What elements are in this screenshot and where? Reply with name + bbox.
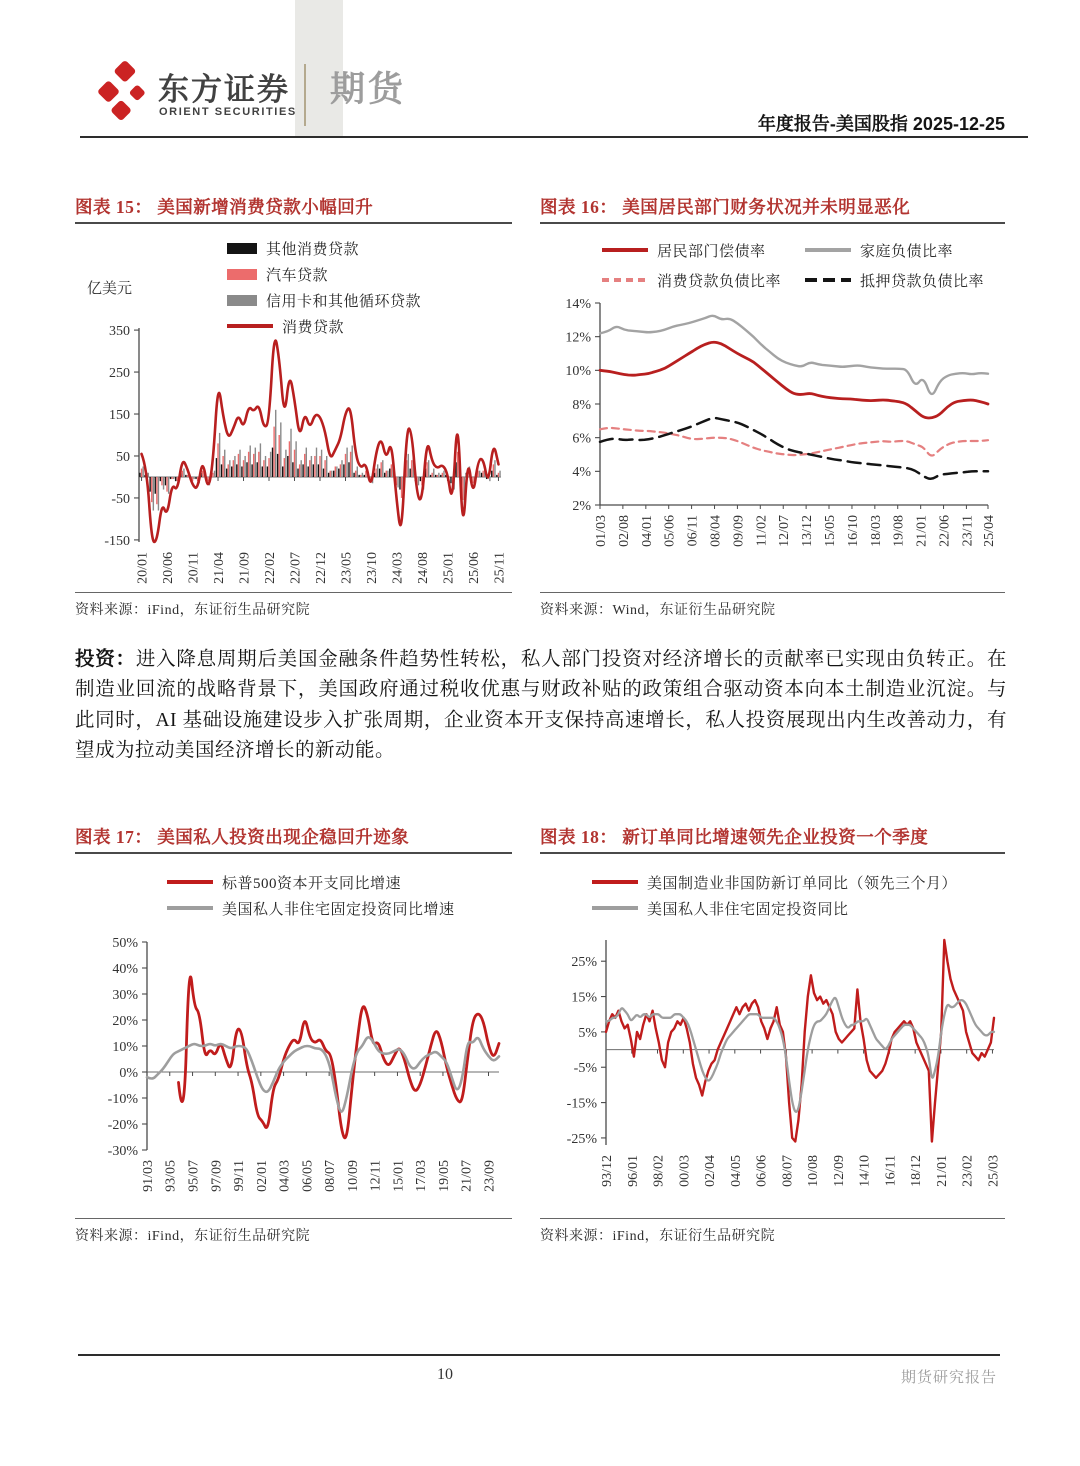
logo-company-name-en: ORIENT SECURITIES (159, 106, 297, 118)
legend-item (592, 872, 957, 893)
figure-18-source: 资料来源：iFind，东证衍生品研究院 (540, 1229, 776, 1244)
figure-16-block (540, 195, 1005, 618)
svg-text:10%: 10% (565, 364, 591, 380)
figure-16-legend (602, 237, 984, 293)
svg-text:15/01: 15/01 (391, 1160, 407, 1192)
legend-line-swatch (167, 906, 213, 910)
legend-line-swatch (592, 906, 638, 910)
svg-text:16/11: 16/11 (883, 1155, 899, 1187)
svg-text:05/06: 05/06 (662, 515, 678, 547)
svg-text:25/03: 25/03 (986, 1155, 1002, 1187)
figure-16-source: 资料来源：Wind，东证衍生品研究院 (540, 603, 776, 618)
svg-text:10/09: 10/09 (345, 1160, 361, 1192)
svg-text:50%: 50% (112, 935, 138, 951)
svg-text:08/04: 08/04 (708, 515, 724, 547)
legend-line-swatch (805, 248, 851, 252)
legend-item (805, 270, 984, 291)
legend-line-swatch (167, 880, 213, 884)
svg-text:18/03: 18/03 (868, 515, 884, 547)
svg-text:10%: 10% (112, 1039, 138, 1055)
legend-label: 美国私人非住宅固定投资同比增速 (222, 901, 455, 918)
figure-18-chart (540, 930, 1005, 1216)
figure-17-source: 资料来源：iFind，东证衍生品研究院 (75, 1229, 311, 1244)
legend-item (227, 238, 421, 259)
svg-text:13/12: 13/12 (800, 515, 816, 547)
legend-label: 居民部门偿债率 (657, 243, 766, 260)
svg-text:24/03: 24/03 (390, 552, 406, 584)
figure-15-chart (75, 313, 512, 605)
figure-17-separator (75, 1218, 512, 1219)
svg-text:20/11: 20/11 (186, 552, 202, 584)
svg-text:6%: 6% (572, 431, 591, 447)
svg-text:18/12: 18/12 (909, 1155, 925, 1187)
figure-15-y-unit: 亿美元 (87, 281, 133, 297)
report-type-label: 年度报告-美国股指 2025-12-25 (757, 114, 1005, 134)
svg-text:12/09: 12/09 (831, 1155, 847, 1187)
page-number: 10 (437, 1366, 453, 1383)
svg-text:8%: 8% (572, 397, 591, 413)
legend-label: 消费贷款 (282, 319, 345, 336)
svg-text:0%: 0% (119, 1065, 138, 1081)
figure-17-title: 图表 17： 美国私人投资出现企稳回升迹象 (75, 827, 410, 847)
legend-line-swatch (805, 278, 851, 282)
svg-text:11/02: 11/02 (754, 515, 770, 547)
figure-17-title-rule (75, 852, 512, 854)
svg-text:-20%: -20% (107, 1117, 138, 1133)
svg-text:12%: 12% (565, 330, 591, 346)
legend-item (805, 240, 984, 261)
svg-text:25/11: 25/11 (492, 552, 508, 584)
svg-text:2%: 2% (572, 498, 591, 514)
figure-16-chart (540, 295, 1005, 595)
legend-line-swatch (602, 248, 648, 252)
svg-text:96/01: 96/01 (625, 1155, 641, 1187)
figure-15-title: 图表 15： 美国新增消费贷款小幅回升 (75, 197, 374, 217)
svg-text:23/11: 23/11 (960, 515, 976, 547)
legend-label: 信用卡和其他循环贷款 (266, 293, 422, 310)
svg-text:25%: 25% (571, 955, 597, 971)
department-label: 期货 (330, 70, 407, 109)
figure-17-block (75, 825, 512, 1250)
svg-text:04/01: 04/01 (639, 515, 655, 547)
svg-text:19/05: 19/05 (436, 1160, 452, 1192)
svg-text:23/09: 23/09 (482, 1160, 498, 1192)
svg-text:06/06: 06/06 (754, 1155, 770, 1187)
svg-text:350: 350 (109, 323, 130, 339)
svg-text:-10%: -10% (107, 1091, 138, 1107)
svg-text:93/12: 93/12 (600, 1155, 615, 1187)
legend-bar-swatch (227, 243, 257, 254)
svg-text:-50: -50 (111, 491, 130, 507)
legend-label: 标普500资本开支同比增速 (222, 875, 402, 892)
legend-item (602, 240, 781, 261)
svg-text:14%: 14% (565, 296, 591, 312)
svg-text:01/03: 01/03 (594, 515, 609, 547)
legend-label: 抵押贷款负债比率 (860, 273, 985, 290)
logo-company-name: 东方证券 (158, 72, 290, 107)
svg-text:20/06: 20/06 (161, 552, 177, 584)
svg-text:25/01: 25/01 (441, 552, 457, 584)
svg-text:95/07: 95/07 (186, 1160, 202, 1192)
header-divider (304, 64, 306, 126)
svg-text:04/03: 04/03 (277, 1160, 293, 1192)
svg-text:-30%: -30% (107, 1143, 138, 1159)
svg-text:16/10: 16/10 (845, 515, 861, 547)
figure-15-source: 资料来源：iFind，东证衍生品研究院 (75, 603, 311, 618)
svg-text:12/11: 12/11 (368, 1160, 384, 1192)
svg-text:19/08: 19/08 (891, 515, 907, 547)
legend-item (167, 898, 455, 919)
legend-item (227, 264, 421, 285)
svg-text:02/04: 02/04 (703, 1155, 719, 1187)
svg-text:22/06: 22/06 (937, 515, 953, 547)
legend-label: 消费贷款负债比率 (657, 273, 782, 290)
svg-text:93/05: 93/05 (163, 1160, 179, 1192)
investment-paragraph (75, 645, 1007, 767)
svg-text:22/07: 22/07 (288, 552, 304, 584)
paragraph-lead: 投资： (75, 649, 136, 670)
svg-text:08/07: 08/07 (780, 1155, 796, 1187)
orient-securities-logo-icon (94, 56, 152, 132)
figure-16-title: 图表 16： 美国居民部门财务状况并未明显恶化 (540, 197, 911, 217)
svg-text:21/09: 21/09 (237, 552, 253, 584)
svg-text:20/01: 20/01 (135, 552, 151, 584)
svg-text:24/08: 24/08 (415, 552, 431, 584)
legend-line-swatch (602, 278, 648, 282)
figure-17-legend (167, 869, 455, 921)
legend-label: 家庭负债比率 (860, 243, 954, 260)
figure-18-block (540, 825, 1005, 1250)
paragraph-body: 进入降息周期后美国金融条件趋势性转松，私人部门投资对经济增长的贡献率已实现由负转正。在制造业回流的战略背景下，美国政府通过税收优惠与财政补贴的政策组合驱动资本向本土制造业沉淀。与此同时，AI 基础设施建设步入扩张周期，企业资本开支保持高速增长，私人投资展现出内生改善动力，有望成为拉动美国经济增长的新动能。 (75, 649, 1007, 762)
svg-text:20%: 20% (112, 1013, 138, 1029)
legend-bar-swatch (227, 295, 257, 306)
legend-item (167, 872, 455, 893)
figure-15-block (75, 195, 512, 618)
legend-line-swatch (592, 880, 638, 884)
svg-text:23/05: 23/05 (339, 552, 355, 584)
figure-15-title-rule (75, 222, 512, 224)
figure-15-separator (75, 592, 512, 593)
svg-text:250: 250 (109, 365, 130, 381)
svg-text:-5%: -5% (573, 1061, 597, 1077)
svg-text:21/04: 21/04 (212, 552, 228, 584)
svg-text:15%: 15% (571, 990, 597, 1006)
svg-text:99/11: 99/11 (232, 1160, 248, 1192)
svg-text:91/03: 91/03 (141, 1160, 156, 1192)
svg-text:04/05: 04/05 (728, 1155, 744, 1187)
svg-text:150: 150 (109, 407, 130, 423)
legend-item (227, 290, 421, 311)
svg-text:06/05: 06/05 (300, 1160, 316, 1192)
svg-text:98/02: 98/02 (651, 1155, 667, 1187)
legend-label: 汽车贷款 (266, 267, 329, 284)
svg-text:-25%: -25% (566, 1131, 597, 1147)
svg-text:17/03: 17/03 (414, 1160, 430, 1192)
svg-text:08/07: 08/07 (323, 1160, 339, 1192)
svg-text:97/09: 97/09 (209, 1160, 225, 1192)
figure-17-chart (75, 930, 512, 1216)
svg-text:50: 50 (116, 449, 130, 465)
svg-text:21/01: 21/01 (914, 515, 930, 547)
legend-item (602, 270, 781, 291)
svg-text:25/04: 25/04 (982, 515, 997, 547)
legend-label: 美国私人非住宅固定投资同比 (647, 901, 849, 918)
svg-text:23/02: 23/02 (960, 1155, 976, 1187)
svg-text:09/09: 09/09 (731, 515, 747, 547)
figure-18-legend (592, 869, 957, 921)
figure-18-title-rule (540, 852, 1005, 854)
legend-label: 美国制造业非国防新订单同比（领先三个月） (647, 875, 958, 892)
svg-text:21/07: 21/07 (459, 1160, 475, 1192)
figure-18-separator (540, 1218, 1005, 1219)
figure-16-separator (540, 592, 1005, 593)
svg-text:40%: 40% (112, 961, 138, 977)
svg-text:14/10: 14/10 (857, 1155, 873, 1187)
legend-bar-swatch (227, 269, 257, 280)
footer-report-label: 期货研究报告 (900, 1370, 997, 1386)
svg-text:02/01: 02/01 (254, 1160, 270, 1192)
svg-text:-150: -150 (104, 533, 130, 549)
figure-16-title-rule (540, 222, 1005, 224)
svg-text:06/11: 06/11 (685, 515, 701, 547)
svg-text:25/06: 25/06 (466, 552, 482, 584)
svg-text:22/02: 22/02 (263, 552, 279, 584)
svg-text:5%: 5% (578, 1025, 597, 1041)
svg-text:21/01: 21/01 (934, 1155, 950, 1187)
svg-text:-15%: -15% (566, 1096, 597, 1112)
header-rule (80, 136, 1028, 138)
svg-text:02/08: 02/08 (616, 515, 632, 547)
footer-rule (78, 1354, 1000, 1356)
svg-text:12/07: 12/07 (777, 515, 793, 547)
svg-text:30%: 30% (112, 987, 138, 1003)
svg-text:23/10: 23/10 (364, 552, 380, 584)
legend-label: 其他消费贷款 (266, 241, 360, 258)
svg-text:00/03: 00/03 (677, 1155, 693, 1187)
legend-item (592, 898, 957, 919)
svg-text:10/08: 10/08 (806, 1155, 822, 1187)
svg-text:22/12: 22/12 (314, 552, 329, 584)
svg-text:4%: 4% (572, 465, 591, 481)
figure-18-title: 图表 18： 新订单同比增速领先企业投资一个季度 (540, 827, 929, 847)
svg-text:15/05: 15/05 (823, 515, 839, 547)
